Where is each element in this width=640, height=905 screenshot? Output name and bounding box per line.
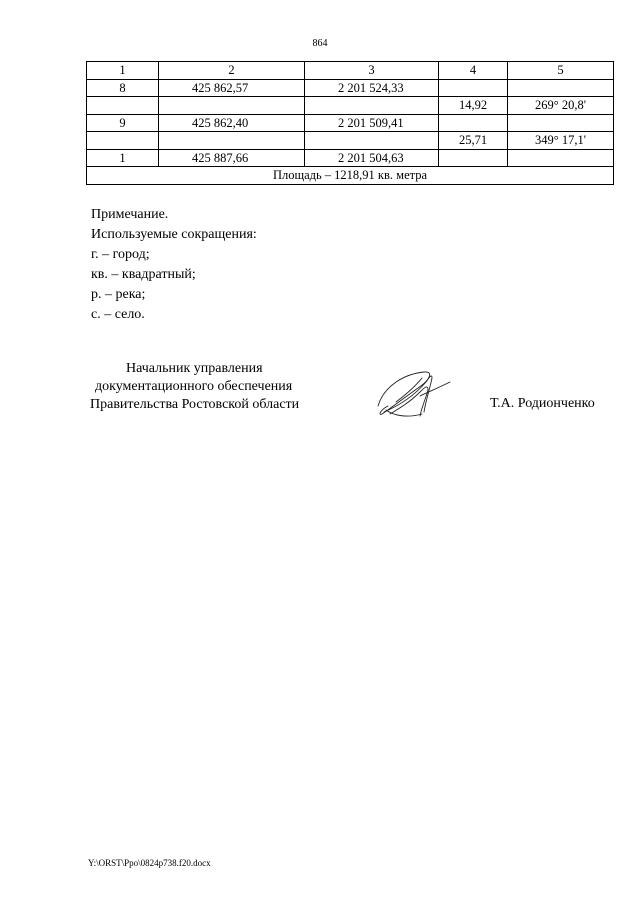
signatory-title-line: Начальник управления xyxy=(126,361,263,376)
table-header-cell: 5 xyxy=(508,62,614,80)
table-cell: 349° 17,1' xyxy=(508,132,614,150)
table-row xyxy=(87,79,614,97)
page-number: 864 xyxy=(312,38,328,49)
signatory-title-line: документационного обеспечения xyxy=(95,379,293,394)
table-cell: 1 xyxy=(87,149,159,167)
table-cell xyxy=(508,149,614,167)
signatory-title xyxy=(90,360,299,414)
notes-intro: Используемые сокращения: xyxy=(91,227,257,242)
table-cell: 9 xyxy=(87,114,159,132)
table-header-cell: 2 xyxy=(159,62,305,80)
file-path-footer: Y:\ORST\Ppo\0824p738.f20.docx xyxy=(88,858,211,868)
table-row xyxy=(87,97,614,115)
table-cell: 2 201 524,33 xyxy=(305,79,439,97)
table-row xyxy=(87,114,614,132)
table-header-row xyxy=(87,62,614,80)
table-row xyxy=(87,149,614,167)
signer-name: Т.А. Родионченко xyxy=(490,396,595,411)
area-row xyxy=(87,167,614,185)
abbreviation-item: р. – река; xyxy=(91,287,146,302)
table-cell xyxy=(305,132,439,150)
table-cell xyxy=(439,149,508,167)
notes-title: Примечание. xyxy=(91,207,169,222)
table-cell: 269° 20,8' xyxy=(508,97,614,115)
table-cell: 2 201 509,41 xyxy=(305,114,439,132)
table-cell: 2 201 504,63 xyxy=(305,149,439,167)
table-cell: 425 862,57 xyxy=(159,79,305,97)
coordinates-table xyxy=(86,61,614,185)
table-cell xyxy=(439,114,508,132)
table-cell: 14,92 xyxy=(439,97,508,115)
table-cell: 425 887,66 xyxy=(159,149,305,167)
table-cell xyxy=(439,79,508,97)
table-header-cell: 4 xyxy=(439,62,508,80)
table-header-cell: 1 xyxy=(87,62,159,80)
table-cell xyxy=(508,114,614,132)
table-header-cell: 3 xyxy=(305,62,439,80)
table-row xyxy=(87,132,614,150)
table-cell xyxy=(305,97,439,115)
signatory-title-line: Правительства Ростовской области xyxy=(90,397,300,412)
abbreviation-item: с. – село. xyxy=(91,307,145,322)
table-cell xyxy=(508,79,614,97)
table-cell xyxy=(87,132,159,150)
abbreviation-item: кв. – квадратный; xyxy=(91,267,196,282)
table-cell xyxy=(159,97,305,115)
area-cell: Площадь – 1218,91 кв. метра xyxy=(87,167,614,185)
table-cell: 25,71 xyxy=(439,132,508,150)
notes-section xyxy=(91,205,257,325)
table-cell xyxy=(87,97,159,115)
table-cell xyxy=(159,132,305,150)
table-cell: 425 862,40 xyxy=(159,114,305,132)
handwritten-signature xyxy=(374,366,454,422)
table-cell: 8 xyxy=(87,79,159,97)
abbreviation-item: г. – город; xyxy=(91,247,150,262)
